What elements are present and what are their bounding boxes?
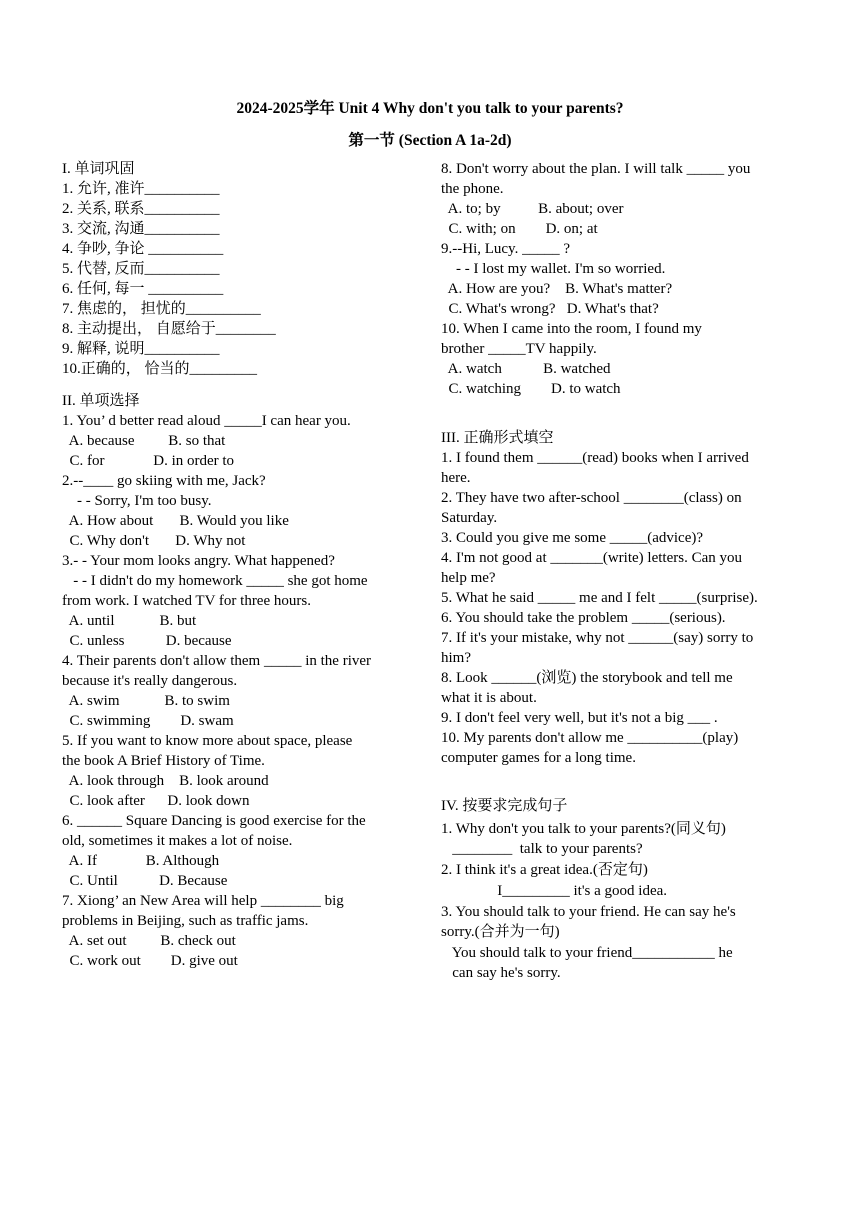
question-option: A. How about B. Would you like xyxy=(62,513,289,529)
question-line: - - Sorry, I'm too busy. xyxy=(62,493,212,509)
vocab-item: 8. 主动提出， 自愿给于________ xyxy=(62,321,276,337)
question-option: C. swimming D. swam xyxy=(62,713,234,729)
fill-item: help me? xyxy=(441,570,496,586)
fill-item: 1. I found them ______(read) books when I arrived xyxy=(441,450,749,466)
vocab-item: 10.正确的， 恰当的_________ xyxy=(62,361,258,377)
fill-item: 5. What he said _____ me and I felt _____(surprise). xyxy=(441,590,758,606)
fill-item: 6. You should take the problem _____(serious). xyxy=(441,610,726,626)
question-line: 8. Don't worry about the plan. I will talk _____ you xyxy=(441,161,751,177)
question-line: the phone. xyxy=(441,181,504,197)
fill-item: 2. They have two after-school ________(class) on xyxy=(441,490,742,506)
question-option: A. until B. but xyxy=(62,613,197,629)
vocab-item: 1. 允许, 准许__________ xyxy=(62,181,220,197)
right-column xyxy=(441,159,799,983)
question-option: A. How are you? B. What's matter? xyxy=(441,281,673,297)
vocab-item: 3. 交流, 沟通__________ xyxy=(62,221,220,237)
page-title: 2024-2025学年 Unit 4 Why don't you talk to your parents? xyxy=(236,100,624,117)
question-line: 6. ______ Square Dancing is good exercise for the xyxy=(62,813,366,829)
fill-item: 7. If it's your mistake, why not ______(say) sorry to xyxy=(441,630,754,646)
sentence-item: You should talk to your friend___________ he xyxy=(441,945,733,961)
question-line: 1. You’ d better read aloud _____I can hear you. xyxy=(62,413,351,429)
question-option: A. watch B. watched xyxy=(441,361,611,377)
section-2-title: II. 单项选择 xyxy=(62,393,140,409)
sentence-item: 2. I think it's a great idea.(否定句) xyxy=(441,862,648,878)
question-option: A. to; by B. about; over xyxy=(441,201,624,217)
question-option: C. What's wrong? D. What's that? xyxy=(441,301,659,317)
question-option: A. swim B. to swim xyxy=(62,693,230,709)
question-line: old, sometimes it makes a lot of noise. xyxy=(62,833,293,849)
sentence-item: ________ talk to your parents? xyxy=(441,841,643,857)
vocab-item: 4. 争吵, 争论 __________ xyxy=(62,241,224,257)
fill-item: 4. I'm not good at _______(write) letters. Can you xyxy=(441,550,742,566)
fill-item: 8. Look ______(浏览) the storybook and tell me xyxy=(441,670,733,686)
question-option: C. Why don't D. Why not xyxy=(62,533,246,549)
question-line: 10. When I came into the room, I found my xyxy=(441,321,702,337)
vocab-item: 7. 焦虑的， 担忧的__________ xyxy=(62,301,261,317)
vocab-item: 5. 代替, 反而__________ xyxy=(62,261,220,277)
question-line: - - I didn't do my homework _____ she got home xyxy=(62,573,368,589)
question-line: - - I lost my wallet. I'm so worried. xyxy=(441,261,666,277)
question-option: C. watching D. to watch xyxy=(441,381,621,397)
section-4-title: IV. 按要求完成句子 xyxy=(441,798,568,814)
question-option: C. work out D. give out xyxy=(62,953,238,969)
question-line: brother _____TV happily. xyxy=(441,341,597,357)
sentence-item: sorry.(合并为一句) xyxy=(441,924,560,940)
fill-item: Saturday. xyxy=(441,510,498,526)
question-option: C. for D. in order to xyxy=(62,453,235,469)
question-option: A. look through B. look around xyxy=(62,773,269,789)
page-subtitle: 第一节 (Section A 1a-2d) xyxy=(348,132,512,149)
left-column xyxy=(62,159,420,971)
section-1-title: I. 单词巩固 xyxy=(62,161,135,177)
question-option: A. set out B. check out xyxy=(62,933,236,949)
section-3-title: III. 正确形式填空 xyxy=(441,430,554,446)
question-option: C. look after D. look down xyxy=(62,793,250,809)
question-option: A. If B. Although xyxy=(62,853,220,869)
fill-item: here. xyxy=(441,470,471,486)
fill-item: what it is about. xyxy=(441,690,537,706)
sentence-item: can say he's sorry. xyxy=(441,965,561,981)
question-line: 2.--____ go skiing with me, Jack? xyxy=(62,473,266,489)
fill-item: computer games for a long time. xyxy=(441,750,636,766)
question-option: A. because B. so that xyxy=(62,433,226,449)
question-line: 4. Their parents don't allow them _____ in the river xyxy=(62,653,372,669)
fill-item: him? xyxy=(441,650,471,666)
vocab-item: 2. 关系, 联系__________ xyxy=(62,201,220,217)
vocab-item: 6. 任何, 每一 __________ xyxy=(62,281,224,297)
sentence-item: 1. Why don't you talk to your parents?(同义句) xyxy=(441,821,726,837)
question-line: 9.--Hi, Lucy. _____ ? xyxy=(441,241,570,257)
sentence-item: 3. You should talk to your friend. He can say he's xyxy=(441,904,736,920)
question-line: 7. Xiong’ an New Area will help ________ big xyxy=(62,893,344,909)
sentence-item: I_________ it's a good idea. xyxy=(441,883,668,899)
question-line: because it's really dangerous. xyxy=(62,673,238,689)
fill-item: 3. Could you give me some _____(advice)? xyxy=(441,530,704,546)
question-line: 3.- - Your mom looks angry. What happened? xyxy=(62,553,335,569)
fill-item: 10. My parents don't allow me __________(play) xyxy=(441,730,739,746)
question-option: C. Until D. Because xyxy=(62,873,228,889)
vocab-item: 9. 解释, 说明__________ xyxy=(62,341,220,357)
question-option: C. with; on D. on; at xyxy=(441,221,598,237)
question-line: problems in Beijing, such as traffic jams. xyxy=(62,913,309,929)
question-line: the book A Brief History of Time. xyxy=(62,753,265,769)
fill-item: 9. I don't feel very well, but it's not a big ___ . xyxy=(441,710,718,726)
question-option: C. unless D. because xyxy=(62,633,232,649)
question-line: from work. I watched TV for three hours. xyxy=(62,593,311,609)
question-line: 5. If you want to know more about space, please xyxy=(62,733,353,749)
